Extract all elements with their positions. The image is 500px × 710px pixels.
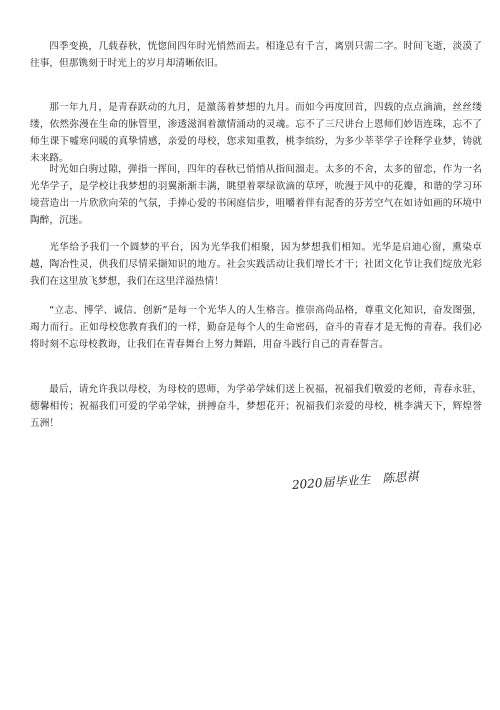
paragraph-3: 时光如白驹过隙，弹指一挥间，四年的春秋已悄悄从指间溜走。太多的不舍，太多的留恋，作为一名光华学子，是学校让我梦想的羽翼渐渐丰满，眺望着翠绿欲滴的草坪，吮漫于风中的花瓣，和谐的学习环境营造出一片欣欣向荣的气氛，手捧心爱的书闲庭信步，咀嚼着伴有泥香的芬芳空气在如诗如画的环境中陶醉，沉迷。 xyxy=(30,164,482,226)
paragraph-4: 光华给予我们一个圆梦的平台，因为光华我们相聚，因为梦想我们相知。光华是启迪心窗，熏染卓越，陶冶性灵，供我们尽情采撷知识的地方。社会实践活动让我们增长才干；社团文化节让我们绽放光彩我们在这里放飞梦想，我们在这里洋溢热情！ xyxy=(30,242,482,287)
paragraph-5: “立志、博学、诚信、创新”是每一个光华人的人生格言。推崇高尚品格，尊重文化知识，奋发图强，竭力而行。正如母校您教育我们的一样，勤奋是每个人的生命密码，奋斗的青春才是无悔的青春。我们必将时刻不忘母校教诲，让我们在青春舞台上努力舞蹈，用奋斗践行自己的青春誓言。 xyxy=(30,305,482,350)
paragraph-2: 那一年九月，是青春跃动的九月，是激荡着梦想的九月。而如今再度回首，四载的点点滴滴，丝丝缕缕，依然弥漫在生命的脉管里，渗透滋润着激情涌动的灵魂。忘不了三尺讲台上恩师们妙语连珠，忘不了师生课下嘘寒问暖的真挚情感，亲爱的母校，您求知重教，桃李缤纷，为多少莘莘学子诠释学业梦，铸就未来路。 xyxy=(30,102,482,164)
handwritten-signature: 2020届毕业生 陈思祺 xyxy=(291,469,419,492)
paragraph-1: 四季变换，几载春秋，恍惚间四年时光悄然而去。相逢总有千言，离别只需二字。时间飞逝，淡漠了往事，但那镌刻于时光上的岁月却清晰依旧。 xyxy=(30,41,482,69)
paragraph-6: 最后，请允许我以母校，为母校的恩师，为学弟学妹们送上祝福，祝福我们敬爱的老师，青春永驻，德馨相传；祝福我们可爱的学弟学妹，拼搏奋斗，梦想花开；祝福我们亲爱的母校，桃李满天下，辉煌誉五洲！ xyxy=(30,384,482,429)
